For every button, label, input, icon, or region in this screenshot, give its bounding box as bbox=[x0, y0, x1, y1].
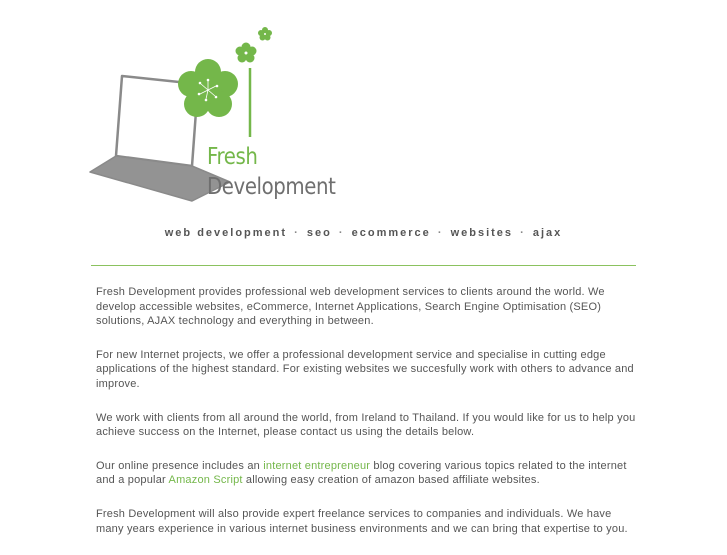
nav-separator: · bbox=[338, 227, 345, 239]
p4-text-middle: blog covering various topics related to the internet and a popular bbox=[96, 459, 627, 487]
nav-separator: · bbox=[437, 227, 444, 239]
nav-websites[interactable]: websites bbox=[450, 227, 514, 239]
brand-name-fresh: Fresh bbox=[207, 144, 258, 170]
nav-separator: · bbox=[294, 227, 300, 239]
nav-separator: · bbox=[520, 227, 526, 239]
freelance-paragraph: Fresh Development will also provide expert freelance services to companies and individuals. We have many years experience in various internet business environments and we can bring that expertise to you. bbox=[96, 507, 628, 535]
intro-paragraph: Fresh Development provides professional web development services to clients around the world. We develop accessible websites, eCommerce, Internet Applications, Search Engine Optimisation (SEO) solutions, AJAX technology and everything in between. bbox=[96, 286, 605, 328]
amazon-script-link[interactable]: Amazon Script bbox=[168, 474, 243, 487]
online-presence-paragraph bbox=[96, 459, 636, 488]
nav-seo[interactable]: seo bbox=[306, 227, 332, 239]
nav-ajax[interactable]: ajax bbox=[532, 227, 563, 239]
p4-text-end: allowing easy creation of amazon based affiliate websites. bbox=[242, 474, 540, 487]
main-nav bbox=[0, 227, 727, 239]
clients-paragraph: We work with clients from all around the world, from Ireland to Thailand. If you would like for us to help you achieve success on the Internet, please contact us using the details below. bbox=[96, 411, 636, 439]
internet-entrepreneur-link[interactable]: internet entrepreneur bbox=[263, 459, 371, 472]
brand-name-development: Development bbox=[207, 174, 336, 200]
main-content bbox=[96, 285, 636, 555]
nav-ecommerce[interactable]: ecommerce bbox=[351, 227, 431, 239]
divider bbox=[91, 265, 636, 266]
nav-web-development[interactable]: web development bbox=[164, 227, 288, 239]
projects-paragraph: For new Internet projects, we offer a professional development service and specialise in cutting edge applications of the highest standard. For existing websites we succesfully work with others to advance and improve. bbox=[96, 348, 634, 390]
p4-text-start: Our online presence includes an bbox=[96, 459, 264, 472]
